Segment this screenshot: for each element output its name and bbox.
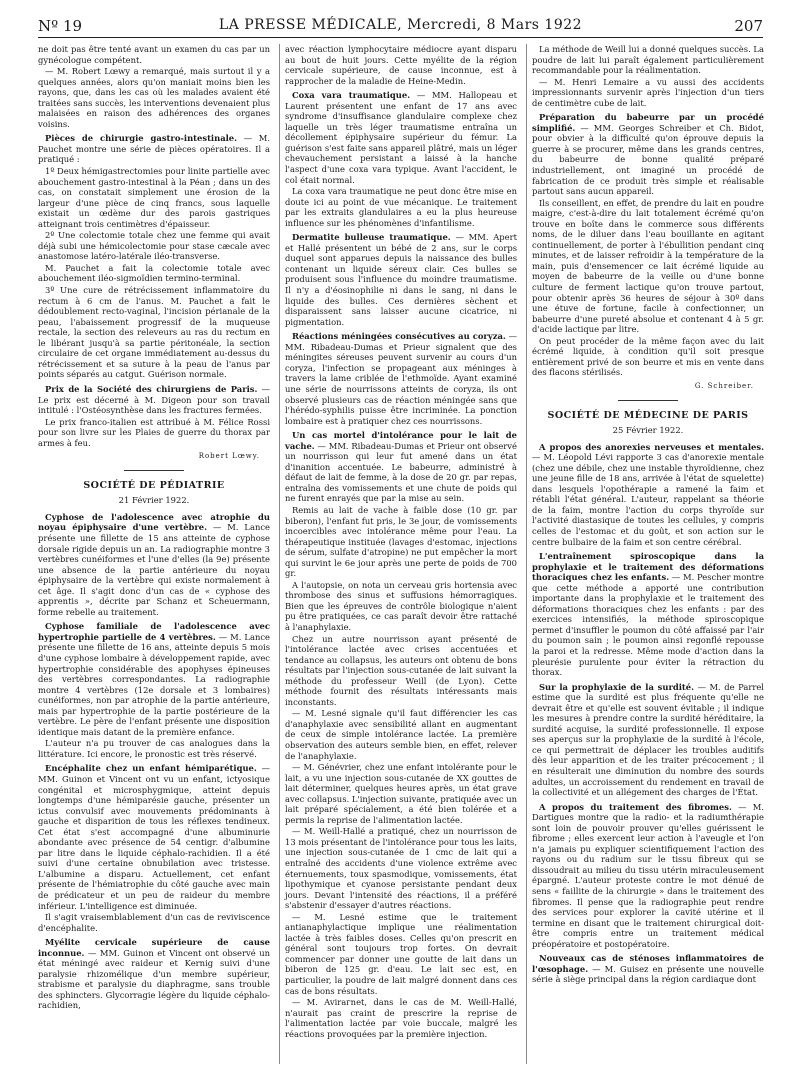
paragraph-heading: Pièces de chirurgie gastro-intestinale. bbox=[45, 133, 238, 144]
paragraph: On peut procéder de la même façon avec du lait écrémé liquide, à condition qu'il soit presque entièrement privé de son beurre et mis en vente dans des flacons stérilisés. bbox=[532, 335, 764, 378]
paragraph: La méthode de Weill lui a donné quelques succès. La poudre de lait lui paraît également particulièrement recommandable pour la réalimentation. bbox=[532, 44, 764, 76]
paragraph: avec réaction lymphocytaire médiocre ayant disparu au bout de huit jours. Cette myélite de la région cervicale supérieure, de cause inconnue, est à rapprocher de la maladie de Heine-Medin. bbox=[285, 44, 517, 86]
author-signature: G. Schreiber. bbox=[694, 381, 754, 390]
paragraph: — M. Weill-Hallé a pratiqué, chez un nourrisson de 13 mois présentant de l'intolérance pour tous les laits, une injection sous-cutanée de 1 cmc de lait qui a entraîné des accidents d'une violence extrême avec éternuements, toux spasmodique, vomissements, état lipothymique et cyanose persistante pendant deux jours. Devant l'intensité des réactions, il a préféré s'abstenir d'essayer d'autres réactions. bbox=[285, 826, 517, 911]
paragraph: Encéphalite chez un enfant hémiparétique. — MM. Guinon et Vincent ont vu un enfant, ictyosique congénital et microsphygmique, atteint depuis longtemps d'une hémiparésie gauche, présenter un ictus convulsif avec mouvements prédominants à gauche et disparition de tous les réflexes tendineux. Cet état s'est accompagné d'une albuminurie abondante avec présence de 54 centigr. d'albumine par litre dans le liquide céphalo-rachidien. Il a été suivi d'une certaine obnubilation avec tristesse. L'albumine a disparu. Actuellement, cet enfant présente de l'hémiatrophie du côté gauche avec main de prédicateur et un peu de raideur du membre inférieur. L'intelligence est diminuée. bbox=[38, 763, 270, 911]
paragraph-heading: Réactions méningées consécutives au coryza. bbox=[292, 331, 506, 342]
paragraph: A l'autopsie, on nota un cerveau gris hortensia avec thrombose des sinus et suffusions hémorragiques. Bien que les épreuves de contrôle biologique n'aient pu être pratiquées, ce cas paraît devoir être rattaché à l'anaphylaxie. bbox=[285, 579, 517, 632]
separator-rule bbox=[618, 400, 678, 401]
paragraph: 1º Deux hémigastrectomies pour linite partielle avec abouchement gastro-intestinal à la Péan ; dans un des cas, on constatait simplement une érosion de la largeur d'une pièce de cinq francs, sous laquelle existait un œdème dur des parois gastriques atteignant trois centimètres d'épaisseur. bbox=[38, 166, 270, 229]
paragraph-heading: Dermatite bulleuse traumatique. bbox=[292, 232, 451, 243]
column-3 bbox=[532, 44, 764, 986]
page-header bbox=[38, 17, 763, 38]
paragraph: 2º Une colectomie totale chez une femme qui avait déjà subi une hémicolectomie pour stase cæcale avec anastomose latéro-latérale iléo-transverse. bbox=[38, 230, 270, 262]
paragraph: Pièces de chirurgie gastro-intestinale. — M. Pauchet montre une série de pièces opératoires. Il a pratiqué : bbox=[38, 133, 271, 165]
paragraph: — M. Lesné signale qu'il faut différencier les cas d'anaphylaxie avec sensibilité allant en augmentant de ceux de simple intolérance lactée. La première observation des auteurs semble bien, en effet, relever de l'anaphylaxie. bbox=[285, 708, 517, 761]
paragraph: ne doit pas être tenté avant un examen du cas par un gynécologue compétent. bbox=[38, 44, 270, 65]
paragraph: Myélite cervicale supérieure de cause inconnue. — MM. Guinon et Vincent ont observé un état méningé avec raideur et Kernig suivi d'une paralysie rhizomélique d'un membre supérieur, strabisme et paralysie du diaphragme, sans trouble des sphincters. Glycorragie légère du liquide céphalo-rachidien, bbox=[38, 937, 270, 1011]
paragraph: — M. Lesné estime que le traitement antianaphylactique implique une réalimentation lactée à très faibles doses. Celles qu'on prescrit en général sont toujours trop fortes. On devrait commencer par donner une goutte de lait dans un biberon de 125 gr. d'eau. Le lait sec est, en particulier, la poudre de lait malgré donnent dans ces cas de bons résultats. bbox=[285, 911, 517, 996]
author-signature: Robert Lœwy. bbox=[198, 452, 260, 461]
paragraph: Cyphose familiale de l'adolescence avec hypertrophie partielle de 4 vertèbres. — M. Lance présente une fillette de 16 ans, atteinte depuis 5 mois d'une cyphose lombaire à développement rapide, avec hypertrophie considérable des apophyses épineuses des vertèbres correspondantes. La radiographie montre 4 vertèbres (12e dorsale et 3 lombaires) cunéiformes, non par atrophie de la partie antérieure, mais par hypertrophie de la partie postérieure de la vertèbre. Le père de l'enfant présente une disposition identique mais datant de la première enfance. bbox=[38, 621, 270, 737]
paragraph: Sur la prophylaxie de la surdité. — M. de Parrel estime que la surdité est plus fréquente qu'elle ne devrait être et qu'elle est souvent évitable ; il indique les mesures à prendre contre la surdité héréditaire, la surdité acquise, la surdité professionnelle. Il expose ses aperçus sur la prophylaxie de la surdité à l'école, ce qui permettrait de déplacer les troubles auditifs dès leur apparition et de les traiter précocement ; il en résulterait une diminution du nombre des sourds adultes, un accroissement du rendement en travail de la collectivité et un allégement des charges de l'État. bbox=[532, 681, 764, 798]
paragraph: A propos du traitement des fibromes. — M. Dartigues montre que la radio- et la radiumthérapie sont loin de pouvoir prouver qu'elles guérissent le fibrome ; elles exercent leur action à l'aveugle et l'on n'a jamais pu expliquer scientifiquement l'action des rayons ou du radium sur le tissu fibreux qui se dissoudrait au milieu du tissu utérin miraculeusement épargné. L'auteur proteste contre le mot dénué de sens « faillite de la chirurgie » dans le traitement des fibromes. Il pense que la radiographie peut rendre des services pour explorer la cavité utérine et il termine en disant que le traitement chirurgical doit-être compris entre un traitement médical préopératoire et postopératoire. bbox=[532, 801, 765, 949]
paragraph-heading: Coxa vara traumatique. bbox=[292, 90, 411, 101]
paragraph: Il s'agit vraisemblablement d'un cas de reviviscence d'encéphalite. bbox=[38, 912, 270, 933]
paragraph: L'auteur n'a pu trouver de cas analogues dans la littérature. Ici encore, le pronostic est très réservé. bbox=[38, 738, 270, 759]
paragraph: Prix de la Société des chirurgiens de Paris. — Le prix est décerné à M. Digeon pour son travail intitulé : l'Ostéosynthèse dans les fractures fermées. bbox=[38, 383, 270, 416]
paragraph-heading: Encéphalite chez un enfant hémiparétique. bbox=[45, 763, 257, 774]
paragraph: Nouveaux cas de sténoses inflammatoires de l'œsophage. — M. Guisez en présente une nouvelle série à siège principal dans la région cardiaque dont bbox=[532, 953, 764, 985]
paragraph: — M. Génévrier, chez une enfant intolérante pour le lait, a vu une injection sous-cutanée de XX gouttes de lait déterminer, quelques heures après, un état grave avec collapsus. L'injection suivante, pratiquée avec un lait préparé spécialement, a été bien tolérée et a permis la reprise de l'alimentation lactée. bbox=[285, 762, 517, 825]
paragraph: Un cas mortel d'intolérance pour le lait de vache. — MM. Ribadeau-Dumas et Prieur ont observé un nourrisson qui leur fut amené dans un état d'inanition accentuée. Le babeurre, administré à défaut de lait de femme, à la dose de 20 gr. par repas, entraîna des vomissements et une chute de poids qui ne furent enrayés que par la mise au sein. bbox=[285, 430, 517, 504]
column-1 bbox=[38, 44, 270, 1012]
separator-rule bbox=[124, 470, 184, 471]
paragraph-heading: Prix de la Société des chirurgiens de Paris. bbox=[45, 383, 258, 394]
column-divider bbox=[279, 44, 280, 1064]
paragraph: La coxa vara traumatique ne peut donc être mise en doute ici au point de vue mécanique. Le traitement par les extraits glandulaires a eu la plus heureuse influence sur les phénomènes d'infantilisme. bbox=[285, 186, 517, 228]
paragraph: Réactions méningées consécutives au coryza. — MM. Ribadeau-Dumas et Prieur signalent que des méningites séreuses peuvent survenir au cours d'un coryza, l'infection se propageant aux méninges à travers la lame criblée de l'ethmoïde. Ayant examiné une série de nourrissons atteints de coryza, ils ont observé plusieurs cas de réaction méningée sans que l'hérédo-syphilis puisse être incriminée. La ponction lombaire est à pratiquer chez ces nourrissons. bbox=[285, 331, 517, 426]
section-date: 21 Février 1922. bbox=[118, 495, 190, 506]
paragraph-heading: Myélite cervicale supérieure de cause inconnue. bbox=[38, 937, 270, 958]
paragraph: Chez un autre nourrisson ayant présenté de l'intolérance lactée avec crises accentuées et tendance au collapsus, les auteurs ont obtenu de bons résultats par l'injection sous-cutanée de lait suivant la méthode du professeur Weill (de Lyon). Cette méthode fournit des résultats intéressants mais inconstants. bbox=[285, 633, 517, 707]
paragraph-heading: Préparation du babeurre par un procédé simplifié. bbox=[532, 112, 764, 133]
paragraph: Préparation du babeurre par un procédé simplifié. — MM. Georges Schreiber et Ch. Bidot, pour obvier à la difficulté qu'on éprouve depuis la guerre à se procurer, même dans les grands centres, du babeurre de bonne qualité préparé industriellement, ont imaginé un procédé de fabrication de ce produit très simple et réalisable partout sans aucun appareil. bbox=[532, 112, 764, 197]
paragraph: Remis au lait de vache à faible dose (10 gr. par biberon), l'enfant fut pris, le 3e jour, de vomissements incoercibles avec intolérance même pour l'eau. La thérapeutique instituée (lavages d'estomac, injections de sérum, sulfate d'atropine) ne put empêcher la mort qui survint le 6e jour après une perte de poids de 700 gr. bbox=[285, 504, 517, 579]
page-number-left: Nº 19 bbox=[38, 17, 83, 35]
column-divider bbox=[526, 44, 527, 1064]
paragraph: Ils conseillent, en effet, de prendre du lait en poudre maigre, c'est-à-dire du lait totalement écrémé qu'on trouve en boîte dans le commerce sous différents noms, de le diluer dans l'eau bouillante en agitant continuellement, de porter à l'ébullition pendant cinq minutes, et de laisser refroidir à la température de la main, puis d'ensemencer ce lait écrémé liquide au moyen de babeurre de la veille ou d'une bonne culture de ferment lactique qu'on trouve partout, pour obtenir après 36 heures de séjour à 30º dans une étuve de fortune, facile à confectionner, un babeurre d'une pureté absolue et contenant 4 à 5 gr. d'acide lactique par litre. bbox=[532, 197, 764, 335]
paragraph: — M. Robert Lœwy a remarqué, mais surtout il y a quelques années, alors qu'on maniait moins bien les rayons, que, dans les cas où les malades avaient été traitées sans succès, les interventions devenaient plus malaisées en raison des adhérences des organes voisins. bbox=[38, 66, 270, 129]
paragraph-heading: Un cas mortel d'intolérance pour le lait de vache. bbox=[285, 430, 517, 451]
paragraph-heading: A propos du traitement des fibromes. bbox=[539, 801, 732, 812]
paragraph-heading: Sur la prophylaxie de la surdité. bbox=[539, 681, 695, 692]
paragraph: — M. Henri Lemaire a vu aussi des accidents impressionnants survenir après l'injection d'un tiers de centimètre cube de lait. bbox=[532, 76, 764, 108]
paragraph: Coxa vara traumatique. — MM. Hallopeau et Laurent présentent une enfant de 17 ans avec syndrome d'insuffisance glandulaire complexe chez laquelle un très léger traumatisme entraîna un décollement épiphysaire supérieur du fémur. La guérison s'est faite sans appareil plâtré, mais un léger chevauchement persistant a laissé à la hanche l'aspect d'une coxa vara typique. Avant l'accident, le col était normal. bbox=[285, 90, 517, 185]
paragraph-heading: Nouveaux cas de sténoses inflammatoires de l'œsophage. bbox=[532, 953, 764, 974]
paragraph: Le prix franco-italien est attribué à M. Félice Rossi pour son livre sur les Plaies de guerre du thorax par armes à feu. bbox=[38, 416, 270, 448]
paragraph-heading: A propos des anorexies nerveuses et mentales. bbox=[539, 441, 764, 452]
page-number-right: 207 bbox=[734, 17, 763, 35]
paragraph: Dermatite bulleuse traumatique. — MM. Apert et Hallé présentent un bébé de 2 ans, sur le corps duquel sont apparues depuis la naissance des bulles contenant un liquide séreux clair. Ces bulles se produisent sous l'influence du moindre traumatisme. Il n'y a d'éosinophilie ni dans le sang, ni dans le liquide des bulles. Ces dernières sèchent et disparaissent sans laisser aucune cicatrice, ni pigmentation. bbox=[285, 232, 517, 327]
paragraph-heading: Cyphose de l'adolescence avec atrophie du noyau épiphysaire d'une vertèbre. bbox=[38, 511, 270, 533]
paragraph-heading: Cyphose familiale de l'adolescence avec hypertrophie partielle de 4 vertèbres. bbox=[38, 621, 270, 642]
paragraph: 3º Une cure de rétrécissement inflammatoire du rectum à 6 cm de l'anus. M. Pauchet a fait le dédoublement recto-vaginal, l'incision périanale de la peau, l'abaissement progressif de la muqueuse rectale, la section des releveurs au ras du rectum en le libérant jusqu'à sa partie péritonéale, la section circulaire de cet organe immédiatement au-dessus du rétrécissement et sa suture à la peau de l'anus par points séparés au catgut. Guérison normale. bbox=[38, 285, 270, 380]
paragraph-heading: L'entraînement spiroscopique dans la prophylaxie et le traitement des déformations thoraciques chez les enfants. bbox=[532, 551, 764, 583]
paragraph: A propos des anorexies nerveuses et mentales. — M. Léopold Lévi rapporte 3 cas d'anorexie mentale (chez une débile, chez une instable thyroïdienne, chez une jeune fille de 18 ans, arrivée à l'état de squelette) dans lesquels l'opothérapie a ramené la faim et rétabli l'état général. L'auteur, rappelant sa théorie de la faim, montre l'action du corps thyroïde sur l'activité diastasique de toutes les cellules, y compris celles de l'estomac et du goût, et son action sur le centre bulbaire de la faim et son centre cérébral. bbox=[532, 441, 764, 547]
section-title: SOCIÉTÉ DE MÉDECINE DE PARIS bbox=[547, 409, 749, 421]
section-title: SOCIÉTÉ DE PÉDIATRIE bbox=[83, 479, 225, 491]
paragraph: L'entraînement spiroscopique dans la prophylaxie et le traitement des déformations thoraciques chez les enfants. — M. Pescher montre que cette méthode a apporté une contribution importante dans la prophylaxie et le traitement des déformations thoraciques chez les enfants : par des exercices intensifiés, la méthode spiroscopique permet d'insuffler le poumon du côté affaissé par l'air du poumon sain ; le poumon ainsi regonflé repousse la paroi et la redresse. Même mode d'action dans la pleurésie purulente pour éviter la rétraction du thorax. bbox=[532, 551, 764, 678]
paragraph: — M. Avirагnet, dans le cas de M. Weill-Hallé, n'aurait pas craint de prescrire la reprise de l'alimentation lactée par voie buccale, malgré les réactions provoquées par la première injection. bbox=[285, 997, 517, 1039]
section-date: 25 Février 1922. bbox=[612, 425, 684, 436]
paragraph: M. Pauchet a fait la colectomie totale avec abouchement iléo-sigmoïdien termino-terminal. bbox=[38, 262, 270, 284]
journal-title: LA PRESSE MÉDICALE, Mercredi, 8 Mars 1922 bbox=[218, 17, 583, 33]
column-2 bbox=[285, 44, 517, 1040]
paragraph: Cyphose de l'adolescence avec atrophie du noyau épiphysaire d'une vertèbre. — M. Lance présente une fillette de 15 ans atteinte de cyphose dorsale rigide depuis un an. La radiographie montre 3 vertèbres cunéiformes et l'une d'elles (la 9e) présente une absence de la partie antérieure du noyau épiphysaire de la vertèbre qui existe normalement à cet âge. Il s'agit donc d'un cas de « cyphose des apprentis », décrite par Schanz et Scheuermann, forme rebelle au traitement. bbox=[38, 511, 270, 617]
